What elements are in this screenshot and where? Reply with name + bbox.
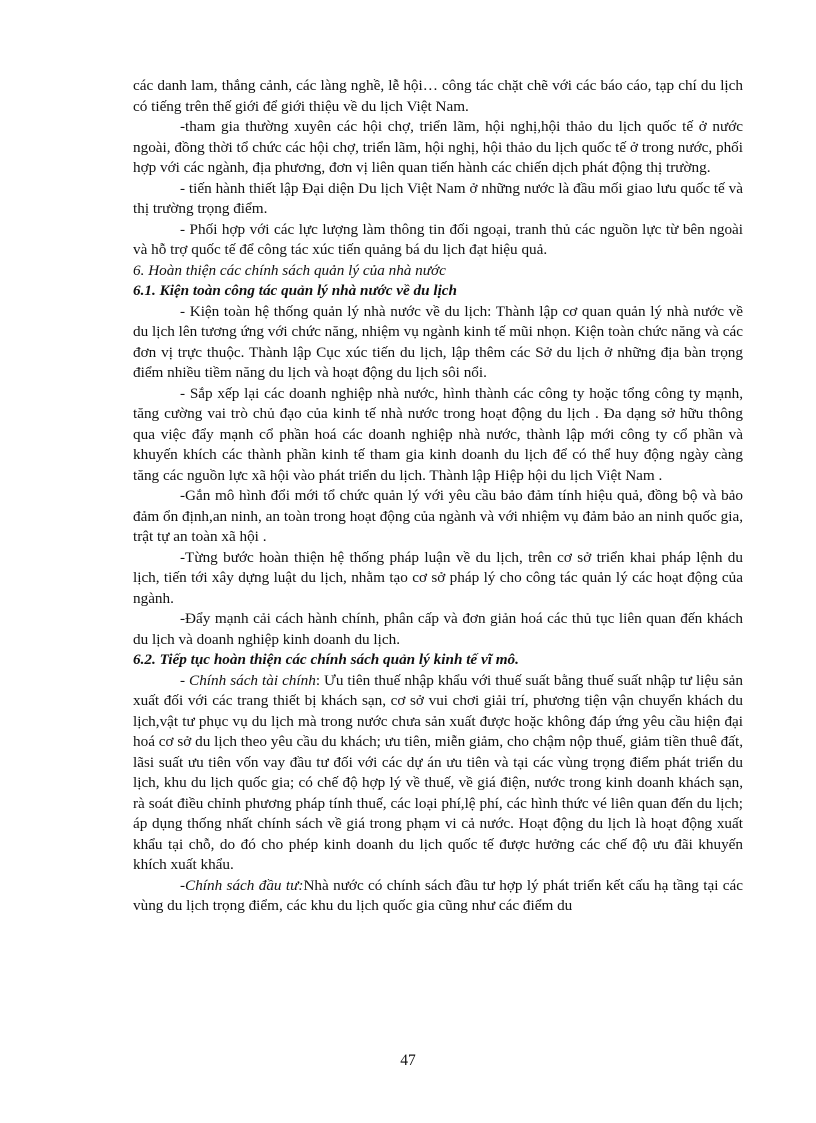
paragraph-continued: các danh lam, thắng cảnh, các làng nghề, lễ hội… công tác chặt chẽ với các báo cáo, tạp chí du lịch có tiếng trên thế giới để giới thiệu về du lịch Việt Nam. xyxy=(133,77,743,115)
investment-policy-label: -Chính sách đầu tư: xyxy=(180,876,304,894)
paragraph-organization-model: -Gắn mô hình đổi mới tổ chức quản lý với yêu cầu bảo đảm tính hiệu quả, đồng bộ và bảo đảm ổn định,an ninh, an toàn trong hoạt động của ngành và với nhiệm vụ đảm bảo an ninh quốc gia, trật tự an toàn xã hội . xyxy=(133,487,743,545)
fiscal-policy-label: - Chính sách tài chính xyxy=(180,671,316,689)
page-number: 47 xyxy=(400,1052,416,1069)
section-heading-6: 6. Hoàn thiện các chính sách quản lý của nhà nước xyxy=(133,261,446,279)
paragraph-administrative-reform: -Đẩy mạnh cải cách hành chính, phân cấp và đơn giản hoá các thủ tục liên quan đến khách du lịch và doanh nghiệp kinh doanh du lịch. xyxy=(133,610,743,648)
paragraph-state-enterprises: - Sắp xếp lại các doanh nghiệp nhà nước, hình thành các công ty hoặc tổng công ty mạnh, tăng cường vai trò chủ đạo của kinh tế nhà nước trong hoạt động du lịch . Đa dạng sở hữu thông qua việc đẩy mạnh cổ phần hoá các doanh nghiệp nhà nước, thành lập mới công ty cổ phần và khuyến khích các thành phần kinh tế tham gia kinh doanh du lịch để có thể huy động ngày càng tăng các nguồn lực xã hội vào phát triển du lịch. Thành lập Hiệp hội du lịch Việt Nam . xyxy=(133,384,743,484)
document-page xyxy=(133,76,743,917)
paragraph-investment-policy xyxy=(133,876,743,917)
investment-policy-text: Nhà nước có chính sách đầu tư hợp lý phát triển kết cấu hạ tầng tại các vùng du lịch trọng điểm, các khu du lịch quốc gia cũng như các điểm du xyxy=(133,876,743,914)
paragraph-legal-system: -Từng bước hoàn thiện hệ thống pháp luận về du lịch, trên cơ sở triển khai pháp lệnh du lịch, tiến tới xây dựng luật du lịch, nhằm tạo cơ sở pháp lý cho công tác quản lý các hoạt động của ngành. xyxy=(133,548,743,607)
paragraph-fiscal-policy xyxy=(133,671,743,876)
paragraph-representative-offices: - tiến hành thiết lập Đại diện Du lịch Việt Nam ở những nước là đầu mối giao lưu quốc tế và thị trường trọng điểm. xyxy=(133,179,743,217)
section-heading-6-1: 6.1. Kiện toàn công tác quản lý nhà nước về du lịch xyxy=(133,282,457,299)
paragraph-trade-fairs: -tham gia thường xuyên các hội chợ, triển lãm, hội nghị,hội thảo du lịch quốc tế ở nước ngoài, đồng thời tổ chức các hội chợ, triển lãm, hội nghị, hội thảo du lịch quốc tế ở trong nước, phối hợp với các ngành, địa phương, đơn vị liên quan tiến hành các chiến dịch phát động thị trường. xyxy=(133,118,743,176)
paragraph-foreign-information: - Phối hợp với các lực lượng làm thông tin đối ngoại, tranh thủ các nguồn lực từ bên ngoài và hỗ trợ quốc tế để công tác xúc tiến quảng bá du lịch đạt hiệu quả. xyxy=(133,220,743,258)
fiscal-policy-text: : Ưu tiên thuế nhập khẩu với thuế suất bằng thuế suất nhập tư liệu sản xuất đối với các trang thiết bị khách sạn, cơ sở vui chơi giải trí, phương tiện vận chuyển khách du lịch,vật tư phục vụ du lịch mà trong nước chưa sản xuất được hoặc không đáp ứng yêu cầu hiện đại hoá cơ sở du lịch theo yêu cầu du khách; ưu tiên, miễn giảm, cho chậm nộp thuế, giảm tiền thuê đất, lãsi suất ưu tiên vốn vay đầu tư đối với các dự án ưu tiên và tại các vùng trọng điểm phát triển du lịch, khu du lịch quốc gia; có chế độ hợp lý về thuế, về giá điện, nước trong kinh doanh khách sạn, rà soát điều chỉnh phương pháp tính thuế, các loại phí,lệ phí, các hình thức vé liên quan đến du lịch; áp dụng thống nhất chính sách về giá trong phạm vi cả nước. Hoạt động du lịch là hoạt động xuất khẩu tại chỗ, do đó cho phép kinh doanh du lịch quốc tế được hưởng các chế độ ưu đãi khuyến khích xuất khẩu. xyxy=(133,671,743,873)
section-heading-6-2: 6.2. Tiếp tục hoàn thiện các chính sách quản lý kinh tế vĩ mô. xyxy=(133,651,519,668)
paragraph-state-management: - Kiện toàn hệ thống quản lý nhà nước về du lịch: Thành lập cơ quan quản lý nhà nước về du lịch lên tương ứng với chức năng, nhiệm vụ ngành kinh tế mũi nhọn. Kiện toàn chức năng và các đơn vị trực thuộc. Thành lập Cục xúc tiến du lịch, lập thêm các Sở du lịch ở những địa bàn trọng điểm nhiều tiềm năng du lịch và hoạt động du lịch sôi nổi. xyxy=(133,302,743,381)
